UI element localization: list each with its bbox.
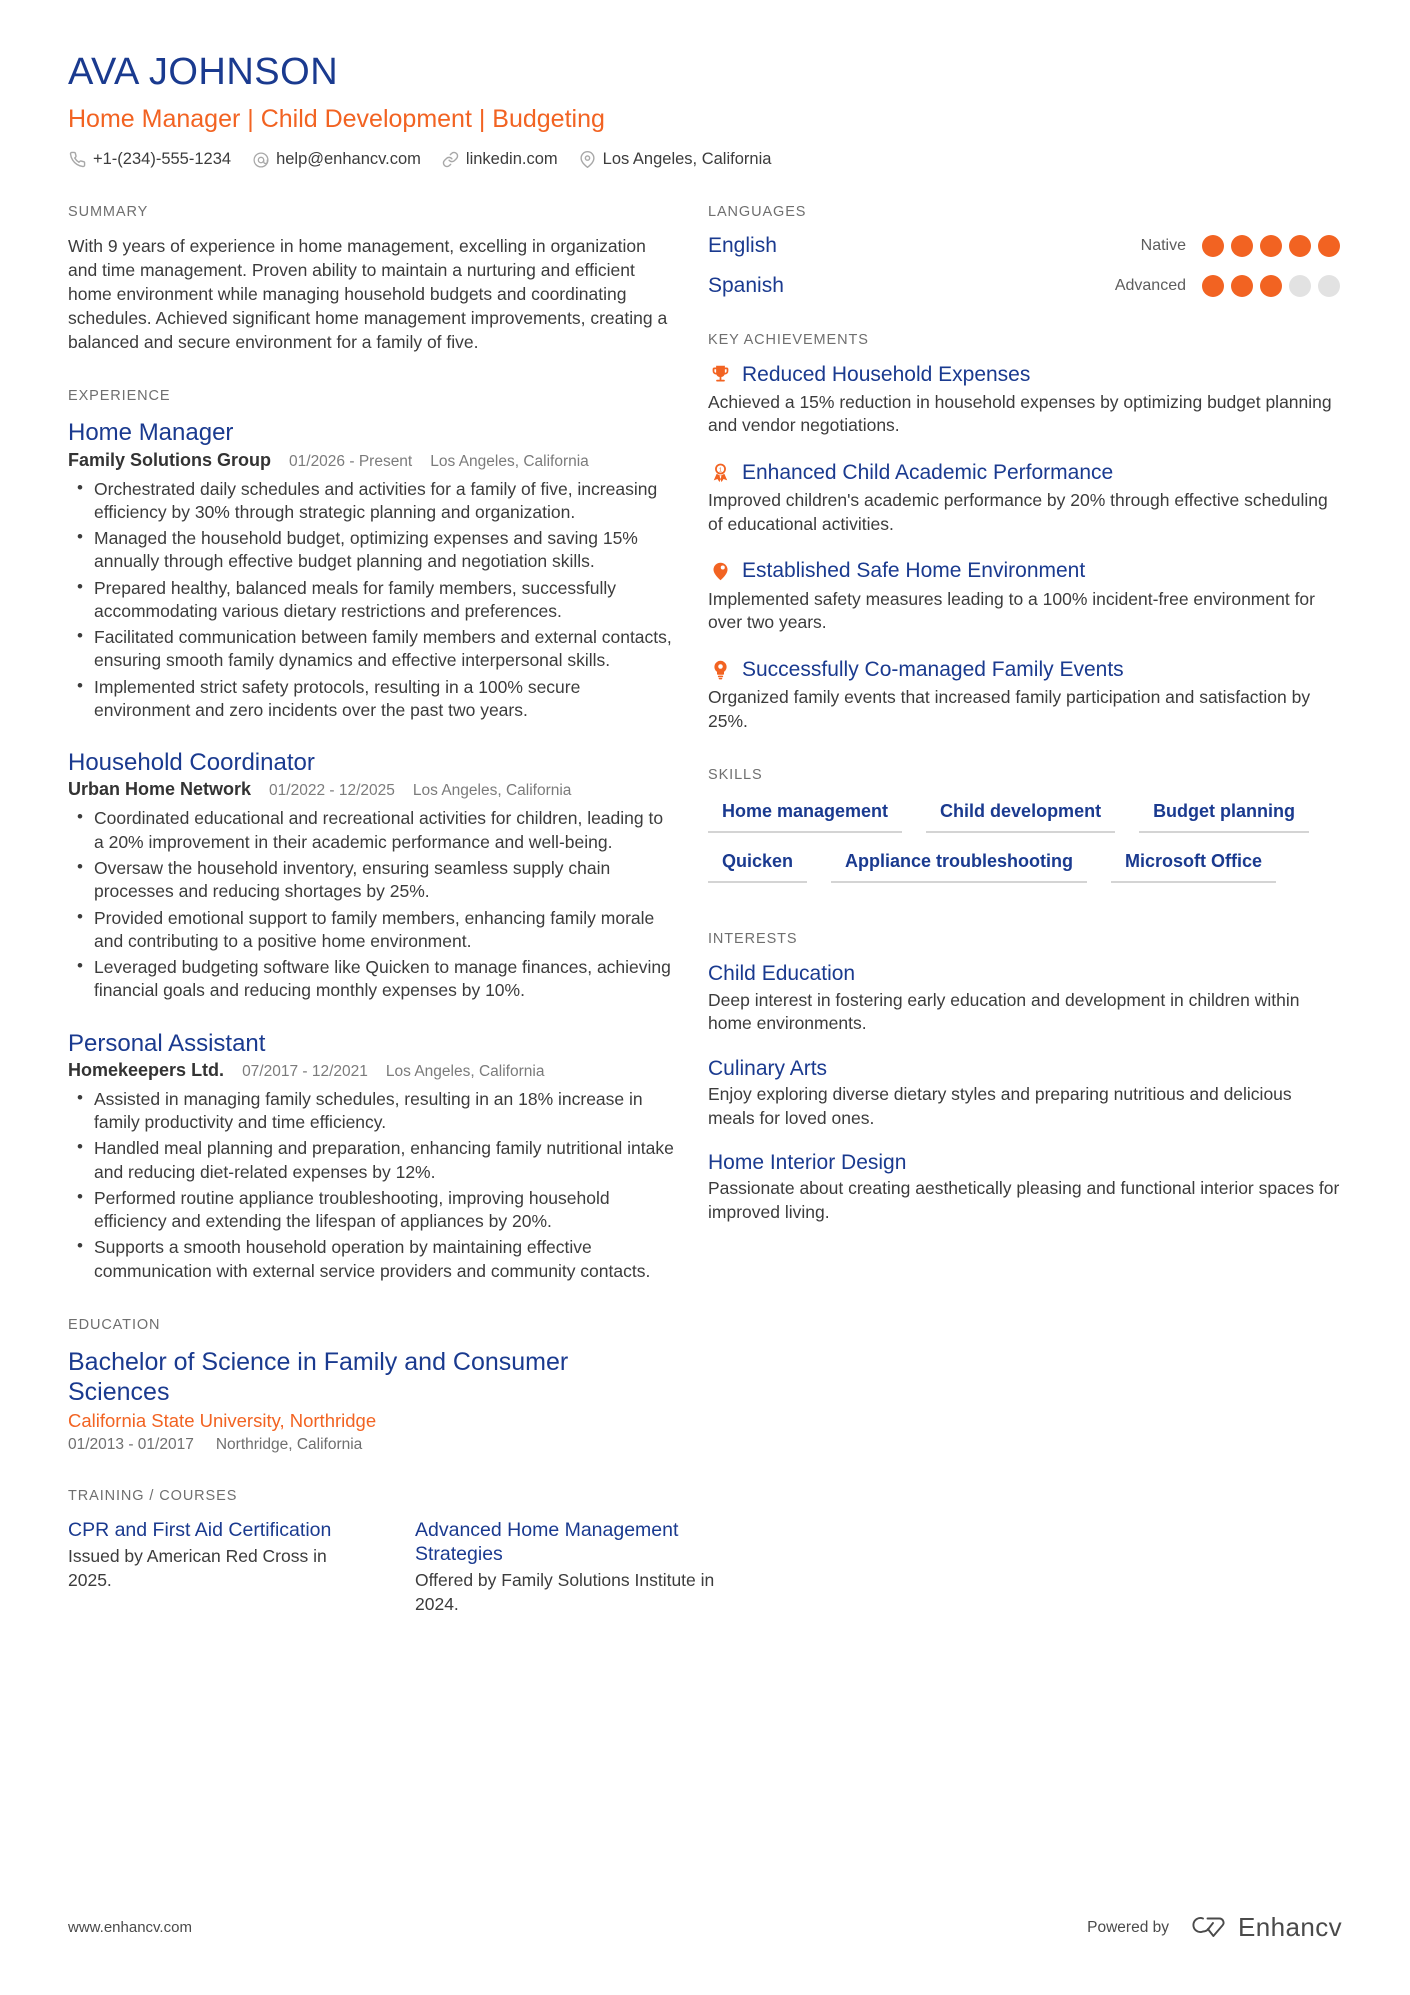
education-location: Northridge, California	[215, 1436, 363, 1453]
job-company: Family Solutions Group	[68, 449, 272, 470]
right-column	[708, 204, 1340, 1259]
job-company: Homekeepers Ltd.	[68, 1059, 225, 1080]
rating-dot	[1231, 275, 1253, 297]
contact-phone[interactable]	[68, 150, 231, 170]
job-bullets	[68, 1088, 674, 1283]
rating-dot	[1318, 275, 1340, 297]
professional-headline: Home Manager | Child Development | Budgeting	[68, 104, 605, 133]
rating-dot	[1202, 235, 1224, 257]
section-key-achievements	[708, 332, 1340, 734]
section-skills	[708, 767, 1340, 897]
achievement-description: Implemented safety measures leading to a 100% incident-free environment for over two years.	[708, 588, 1315, 633]
rating-dot	[1202, 275, 1224, 297]
job-bullet: • Provided emotional support to family members, enhancing family morale and contributing to a positive home environment.	[94, 907, 674, 954]
job-dates: 01/2026 - Present	[289, 452, 413, 470]
skill-tag: Microsoft Office	[1111, 847, 1276, 883]
footer-brand-name: Enhancv	[1238, 1912, 1342, 1942]
language-rating-dots	[1202, 235, 1340, 257]
skill-tag: Budget planning	[1139, 797, 1309, 833]
education-entry	[68, 1347, 674, 1454]
language-rating-dots	[1202, 275, 1340, 297]
language-name: English	[708, 233, 777, 257]
key-achievements-section-title: KEY ACHIEVEMENTS	[708, 331, 869, 348]
rating-dot	[1289, 235, 1311, 257]
job-bullet: • Performed routine appliance troubleshooting, improving household efficiency and extending the lifespan of appliances by 20%.	[94, 1187, 674, 1234]
training-description: Issued by American Red Cross in 2025.	[68, 1546, 327, 1590]
location-pin-icon	[578, 150, 597, 169]
job-meta	[68, 450, 674, 471]
section-languages	[708, 204, 1340, 298]
contact-location-text: Los Angeles, California	[602, 149, 772, 168]
rating-dot	[1289, 275, 1311, 297]
lightbulb-icon	[708, 658, 732, 682]
achievement-head	[708, 558, 1340, 583]
experience-entry	[68, 1029, 674, 1283]
award-ribbon-icon	[708, 461, 732, 485]
achievement-title: Reduced Household Expenses	[742, 362, 1031, 386]
job-dates: 07/2017 - 12/2021	[242, 1062, 368, 1080]
contact-email-text: help@enhancv.com	[276, 149, 421, 168]
job-location: Los Angeles, California	[385, 1062, 545, 1080]
contact-location	[578, 150, 772, 170]
achievement-title: Successfully Co-managed Family Events	[742, 657, 1124, 681]
interest-description: Passionate about creating aesthetically pleasing and functional interior spaces for improved living.	[708, 1178, 1340, 1223]
job-bullet: • Coordinated educational and recreational activities for children, leading to a 20% improvement in their academic performance and well-being.	[94, 807, 674, 854]
resume-columns	[68, 204, 1342, 1651]
experience-entry	[68, 418, 674, 722]
map-pin-icon	[708, 559, 732, 583]
training-grid	[68, 1518, 715, 1617]
language-level: Advanced	[1114, 276, 1186, 294]
resume-header	[68, 52, 1342, 170]
job-bullet: • Implemented strict safety protocols, resulting in a 100% secure environment and zero incidents over the past two years.	[94, 676, 674, 723]
training-section-title: TRAINING / COURSES	[68, 1488, 238, 1504]
achievement-head	[708, 460, 1340, 485]
job-bullet: • Managed the household budget, optimizing expenses and saving 15% annually through effective budget planning and negotiation skills.	[94, 527, 674, 574]
achievement-description: Improved children's academic performance by 20% through effective scheduling of educational activities.	[708, 490, 1328, 534]
contact-linkedin[interactable]	[441, 150, 558, 170]
job-title: Personal Assistant	[68, 1029, 266, 1057]
svg-text:1: 1	[718, 467, 722, 474]
job-bullet: • Leveraged budgeting software like Quicken to manage finances, achieving financial goals and reducing monthly expenses by 10%.	[94, 956, 674, 1003]
job-title: Home Manager	[68, 419, 234, 447]
rating-dot	[1231, 235, 1253, 257]
job-location: Los Angeles, California	[430, 452, 589, 470]
languages-section-title: LANGUAGES	[708, 203, 807, 220]
summary-text: With 9 years of experience in home management, excelling in organization and time management. Proven ability to maintain a nurturing and efficient home environment while managing household budgets and coordinating schedules. Achieved significant home management improvements, creating a balanced and secure environment for a family of five.	[68, 235, 668, 353]
job-meta	[68, 779, 674, 800]
interest-entry	[708, 1150, 1340, 1224]
skill-tag: Child development	[926, 797, 1115, 833]
section-interests	[708, 931, 1340, 1224]
achievement-entry	[708, 558, 1340, 634]
rating-dot	[1260, 235, 1282, 257]
achievement-title: Enhanced Child Academic Performance	[742, 461, 1114, 485]
job-bullet: • Orchestrated daily schedules and activities for a family of five, increasing efficiency by 30% through strategic planning and organization.	[94, 478, 674, 525]
education-school: California State University, Northridge	[68, 1410, 377, 1431]
language-row	[708, 274, 1340, 298]
interest-entry	[708, 1056, 1340, 1130]
job-company: Urban Home Network	[68, 779, 252, 800]
language-level: Native	[1140, 236, 1186, 254]
job-bullet: • Supports a smooth household operation by maintaining effective communication with external service providers and community contacts.	[94, 1236, 674, 1283]
section-experience	[68, 388, 674, 1283]
language-row	[708, 234, 1340, 258]
link-icon	[441, 150, 460, 169]
left-column	[68, 203, 715, 1651]
job-bullet: • Oversaw the household inventory, ensuring seamless supply chain processes and reducing shortages by 25%.	[94, 857, 674, 904]
interest-description: Deep interest in fostering early education and development in children within home environments.	[708, 989, 1300, 1034]
language-name: Spanish	[708, 273, 784, 297]
interest-name: Home Interior Design	[708, 1151, 907, 1175]
achievement-entry	[708, 460, 1340, 536]
experience-section-title: EXPERIENCE	[68, 388, 171, 405]
training-name: CPR and First Aid Certification	[68, 1519, 332, 1541]
education-meta	[68, 1436, 674, 1454]
job-dates: 01/2022 - 12/2025	[269, 782, 395, 800]
job-title: Household Coordinator	[68, 749, 315, 777]
interests-section-title: INTERESTS	[708, 931, 798, 948]
achievement-head	[708, 362, 1340, 387]
footer-brand	[1087, 1912, 1342, 1943]
job-bullet: • Assisted in managing family schedules, resulting in an 18% increase in family productivity and time efficiency.	[94, 1088, 674, 1135]
section-summary	[68, 204, 674, 355]
education-dates: 01/2013 - 01/2017	[68, 1436, 194, 1453]
resume-footer	[68, 1912, 1342, 1943]
phone-icon	[68, 150, 87, 169]
training-name: Advanced Home Management Strategies	[415, 1519, 679, 1566]
training-entry	[68, 1518, 373, 1617]
job-bullet: • Prepared healthy, balanced meals for family members, successfully accommodating various dietary restrictions and preferences.	[94, 577, 674, 624]
experience-entry	[68, 748, 674, 1002]
rating-dot	[1260, 275, 1282, 297]
contact-row	[68, 150, 1342, 170]
job-bullets	[68, 807, 674, 1002]
training-description: Offered by Family Solutions Institute in 2024.	[415, 1570, 715, 1614]
rating-dot	[1318, 235, 1340, 257]
contact-phone-text: +1-(234)-555-1234	[93, 149, 232, 168]
trophy-icon	[708, 362, 732, 386]
job-bullet: • Facilitated communication between family members and external contacts, ensuring smooth family dynamics and effective interpersonal skills.	[94, 626, 674, 673]
footer-url[interactable]: www.enhancv.com	[68, 1919, 192, 1936]
enhancv-logo-icon	[1187, 1912, 1229, 1943]
education-section-title: EDUCATION	[68, 1317, 161, 1333]
section-training	[68, 1488, 715, 1617]
job-meta	[68, 1060, 674, 1081]
achievement-head	[708, 657, 1340, 682]
interest-description: Enjoy exploring diverse dietary styles and preparing nutritious and delicious meals for loved ones.	[708, 1083, 1292, 1128]
training-entry	[415, 1518, 720, 1617]
contact-email[interactable]	[251, 150, 421, 170]
email-icon	[251, 150, 270, 169]
interest-name: Child Education	[708, 962, 856, 986]
job-location: Los Angeles, California	[412, 782, 572, 800]
skill-tag: Home management	[708, 797, 902, 833]
summary-section-title: SUMMARY	[68, 203, 149, 220]
skill-tag: Quicken	[708, 847, 807, 883]
skills-list	[708, 797, 1340, 897]
section-education	[68, 1317, 674, 1454]
education-degree: Bachelor of Science in Family and Consumer Sciences	[68, 1348, 569, 1406]
achievement-title: Established Safe Home Environment	[742, 559, 1086, 583]
job-bullets	[68, 478, 674, 723]
skills-section-title: SKILLS	[708, 767, 763, 784]
interest-name: Culinary Arts	[708, 1056, 828, 1080]
interest-entry	[708, 961, 1340, 1035]
achievement-description: Organized family events that increased family participation and satisfaction by 25%.	[708, 687, 1311, 731]
footer-powered-by-label: Powered by	[1087, 1918, 1170, 1936]
achievement-entry	[708, 362, 1340, 438]
job-bullet: • Handled meal planning and preparation, enhancing family nutritional intake and reducing diet-related expenses by 12%.	[94, 1137, 674, 1184]
achievement-description: Achieved a 15% reduction in household expenses by optimizing budget planning and vendor negotiations.	[708, 391, 1332, 436]
contact-linkedin-text: linkedin.com	[465, 149, 558, 168]
skill-tag: Appliance troubleshooting	[831, 847, 1087, 883]
achievement-entry	[708, 657, 1340, 733]
page-title: AVA JOHNSON	[68, 51, 339, 93]
